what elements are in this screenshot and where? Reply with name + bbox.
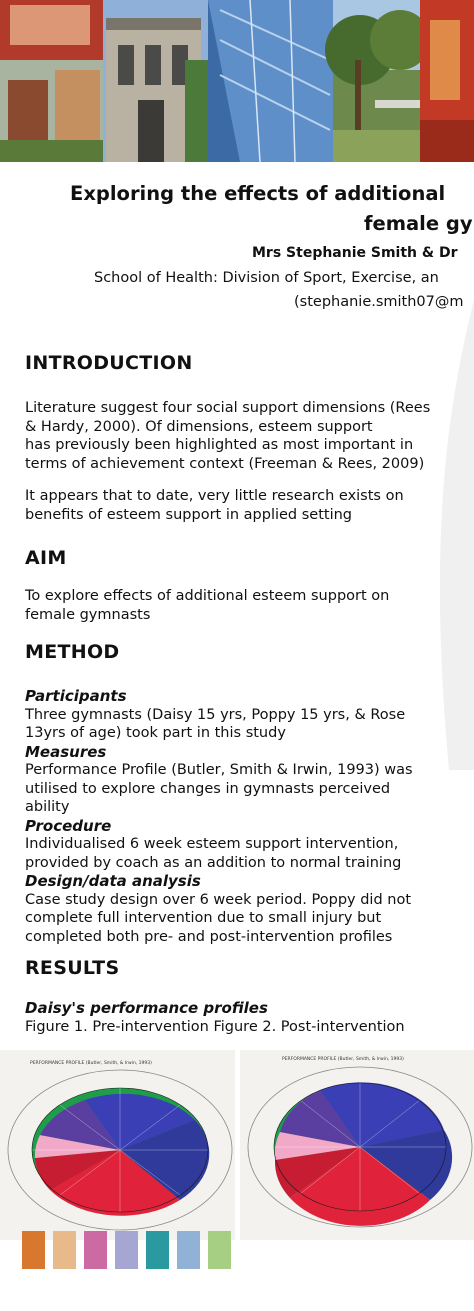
figure-1-pre-intervention [0, 1050, 235, 1240]
contact-email: (stephanie.smith07@m [294, 294, 464, 310]
text-line: It appears that to date, very little research exists on [25, 488, 404, 504]
text-line: Literature suggest four social support dimensions (Rees [25, 400, 431, 416]
swatch [53, 1231, 76, 1269]
swatch [22, 1231, 45, 1269]
swatch [177, 1231, 200, 1269]
introduction-paragraph-1 [25, 399, 445, 473]
method-heading: METHOD [25, 641, 120, 663]
banner-photos-image [0, 0, 474, 162]
aim-heading: AIM [25, 547, 67, 569]
text-line: completed both pre- and post-intervention profiles [25, 928, 393, 945]
authors: Mrs Stephanie Smith & Dr [252, 245, 458, 261]
text-line: provided by coach as an addition to normal training [25, 854, 402, 871]
poster-title-line-2: female gy [364, 212, 473, 235]
header-photo-banner [0, 0, 474, 162]
text-line: Individualised 6 week esteem support intervention, [25, 836, 399, 852]
measures-subheading: Measures [25, 742, 107, 761]
figure-2-post-intervention [240, 1050, 474, 1240]
procedure-subheading: Procedure [25, 816, 112, 835]
participants-subheading: Participants [25, 687, 127, 705]
figure-1-header: PERFORMANCE PROFILE (Butler, Smith, & Irwin, 1993) [30, 1061, 152, 1066]
text-line: benefits of esteem support in applied setting [25, 506, 353, 523]
swatch [115, 1231, 138, 1269]
aim-text [25, 587, 445, 624]
text-line: 13yrs of age) took part in this study [25, 725, 286, 741]
figure-caption: Figure 1. Pre-intervention Figure 2. Post-intervention [25, 1018, 405, 1035]
text-line: To explore effects of additional esteem support on [25, 588, 390, 604]
swatch [146, 1231, 169, 1269]
introduction-paragraph-2 [25, 487, 445, 524]
performance-profile-figures [0, 1050, 474, 1260]
text-line: has previously been highlighted as most important in [25, 437, 414, 453]
text-line: utilised to explore changes in gymnasts perceived [25, 780, 391, 797]
daisy-subheading: Daisy's performance profiles [25, 999, 268, 1017]
introduction-heading: INTRODUCTION [25, 352, 193, 374]
text-line: terms of achievement context (Freeman & Rees, 2009) [25, 455, 425, 472]
text-line: complete full intervention due to small injury but [25, 910, 382, 926]
swatch [84, 1231, 107, 1269]
swatch [208, 1231, 231, 1269]
results-body [25, 999, 445, 1036]
affiliation: School of Health: Division of Sport, Exercise, an [94, 270, 439, 286]
results-heading: RESULTS [25, 957, 120, 979]
figure-2-header: PERFORMANCE PROFILE (Butler, Smith, & Irwin, 1993) [282, 1057, 404, 1062]
design-subheading: Design/data analysis [25, 872, 201, 890]
text-line: Three gymnasts (Daisy 15 yrs, Poppy 15 yrs, & Rose [25, 706, 406, 723]
text-line: & Hardy, 2000). Of dimensions, esteem support [25, 418, 373, 435]
text-line: Case study design over 6 week period. Poppy did not [25, 891, 412, 908]
text-line: Performance Profile (Butler, Smith & Irwin, 1993) was [25, 762, 413, 778]
method-body [25, 687, 445, 946]
text-line: female gymnasts [25, 606, 151, 623]
color-key-swatches [22, 1231, 231, 1269]
poster-title-line-1: Exploring the effects of additional [70, 182, 446, 205]
text-line: ability [25, 799, 70, 815]
